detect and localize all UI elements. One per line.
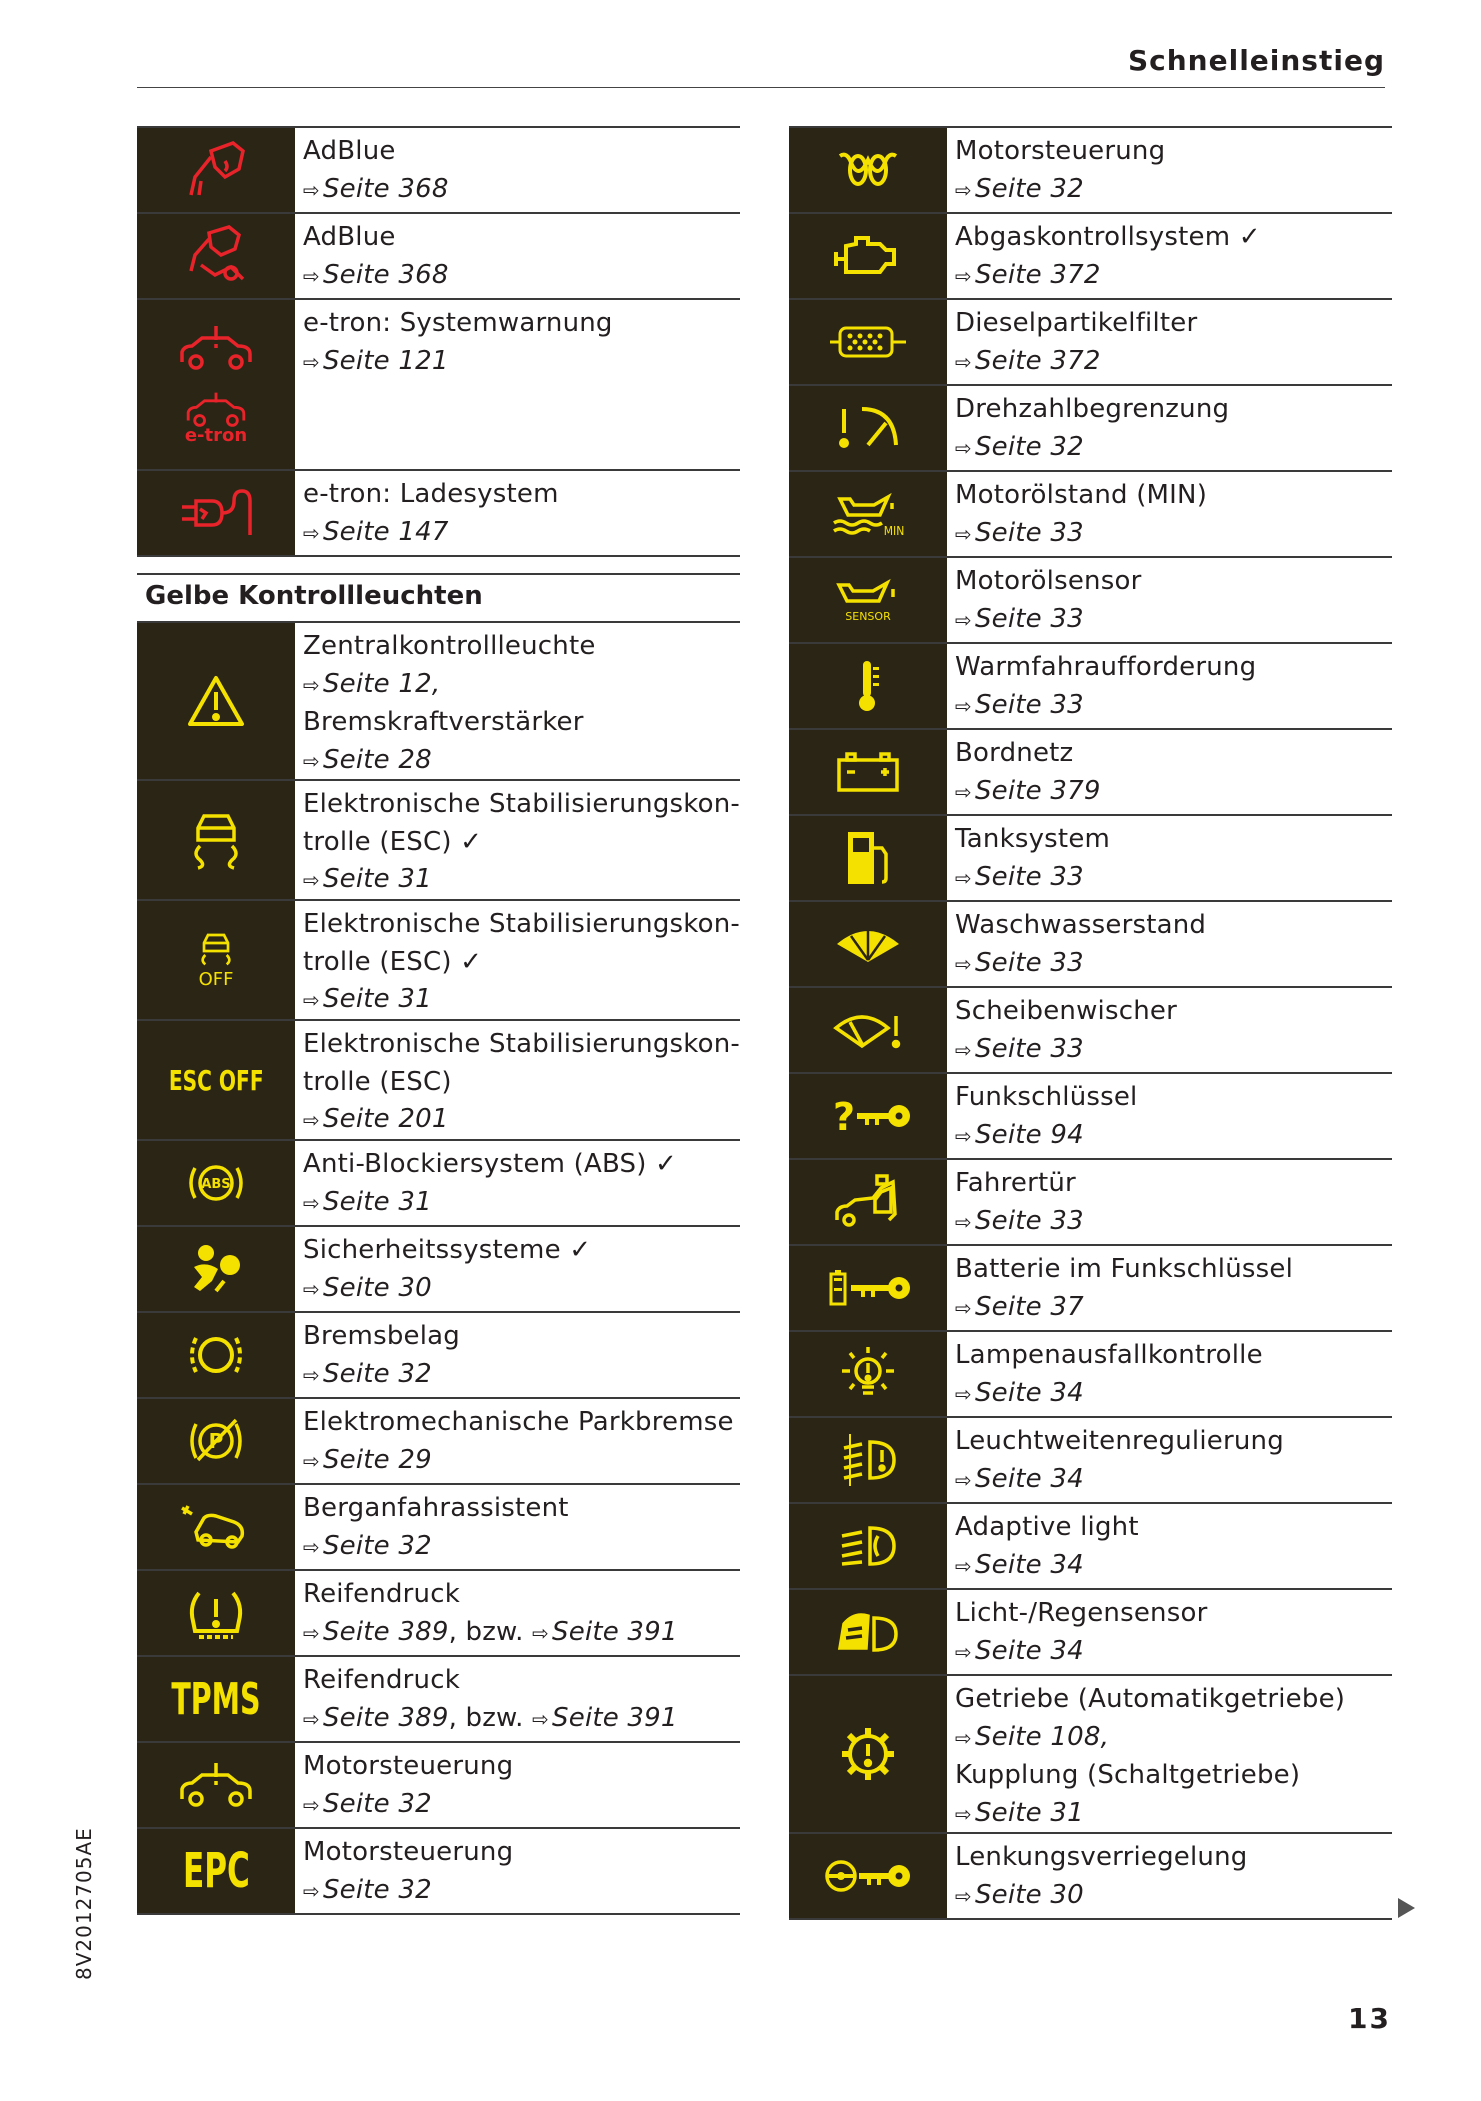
page-reference-link[interactable]: ⇨ Seite 37 <box>955 1291 1084 1322</box>
esc-off-text-icon: ESC OFF <box>137 1021 295 1139</box>
page-reference-link[interactable]: ⇨ Seite 34 <box>955 1635 1084 1666</box>
entry-title: Waschwasserstand <box>955 910 1207 940</box>
entry-title: Licht-/Regensensor <box>955 1598 1208 1628</box>
page-reference-link[interactable]: ⇨ Seite 108, <box>955 1721 1110 1752</box>
page-reference-link[interactable]: ⇨ Seite 30 <box>303 1272 432 1303</box>
thermometer-icon <box>789 644 947 728</box>
rpm-limit-icon <box>789 386 947 470</box>
page-reference-link[interactable]: ⇨ Seite 32 <box>303 1874 432 1905</box>
entry-title: Motorölsensor <box>955 566 1142 596</box>
svg-text:?: ? <box>833 1095 856 1138</box>
entry-title: Dieselpartikelfilter <box>955 308 1198 338</box>
table-row <box>789 1244 1392 1330</box>
page-reference-link[interactable]: ⇨ Seite 29 <box>303 1444 432 1475</box>
entry-title: Motorsteuerung <box>303 1751 514 1781</box>
page-reference-link[interactable]: ⇨ Seite 32 <box>303 1530 432 1561</box>
fuel-pump-icon <box>789 816 947 900</box>
entry-title: Scheibenwischer <box>955 996 1177 1026</box>
entry-title: Adaptive light <box>955 1512 1139 1542</box>
entry-title: Berganfahrassistent <box>303 1493 569 1523</box>
page-reference-link[interactable]: ⇨ Seite 372 <box>955 345 1101 376</box>
left-column <box>137 126 740 1915</box>
headlight-range-icon <box>789 1418 947 1502</box>
table-row: Elektronische Stabilisierungskon- trolle (ESC) ✓ ⇨ Seite 31 <box>137 779 740 899</box>
table-row <box>137 1483 740 1569</box>
table-row: Reifendruck ⇨ Seite 389, bzw. ⇨ Seite 391 <box>137 1569 740 1655</box>
page-reference-link[interactable]: ⇨ Seite 372 <box>955 259 1101 290</box>
oil-sensor-icon: SENSOR <box>789 558 947 642</box>
entry-title: Abgaskontrollsystem ✓ <box>955 222 1261 252</box>
table-row <box>137 621 740 779</box>
engine-icon <box>789 214 947 298</box>
entry-title: Getriebe (Automatikgetriebe) <box>955 1684 1346 1714</box>
table-row <box>789 814 1392 900</box>
entry-title: AdBlue <box>303 136 396 166</box>
page-reference-link[interactable]: ⇨ Seite 34 <box>955 1463 1084 1494</box>
table-row <box>789 212 1392 298</box>
svg-text:MIN: MIN <box>883 524 905 538</box>
header-divider <box>137 87 1385 88</box>
svg-text:ABS: ABS <box>201 1177 231 1192</box>
section-spacer <box>137 555 740 573</box>
entry-title: Reifendruck <box>303 1665 460 1695</box>
entry-title: Lenkungsverriegelung <box>955 1842 1248 1872</box>
warning-triangle-icon <box>137 623 295 779</box>
entry-title: e-tron: Ladesystem <box>303 479 559 509</box>
table-row <box>137 1397 740 1483</box>
table-row <box>789 1588 1392 1674</box>
entry-title: Motorölstand (MIN) <box>955 480 1208 510</box>
key-question-icon <box>789 1074 947 1158</box>
parking-brake-icon <box>137 1399 295 1483</box>
entry-title: Funkschlüssel <box>955 1082 1138 1112</box>
section-heading-yellow: Gelbe Kontrollleuchten <box>137 573 740 621</box>
page-reference-link[interactable]: ⇨ Seite 389 <box>303 1702 449 1733</box>
table-row <box>789 1502 1392 1588</box>
page-reference-link[interactable]: ⇨ Seite 32 <box>303 1788 432 1819</box>
page-header-title: Schnelleinstieg <box>1127 44 1385 77</box>
page-reference-link[interactable]: ⇨ Seite 389 <box>303 1616 449 1647</box>
table-row <box>789 556 1392 642</box>
page-reference-link[interactable]: ⇨ Seite 31 <box>303 984 432 1014</box>
tire-pressure-icon <box>137 1571 295 1655</box>
page-reference-link[interactable]: ⇨ Seite 34 <box>955 1377 1084 1408</box>
gearbox-icon <box>789 1676 947 1832</box>
battery-icon <box>789 730 947 814</box>
page-reference-link[interactable]: ⇨ Seite 32 <box>955 173 1084 204</box>
page-reference-link[interactable]: ⇨ Seite 147 <box>303 516 449 547</box>
driver-door-icon <box>789 1160 947 1244</box>
page-reference-link[interactable]: ⇨ Seite 379 <box>955 775 1101 806</box>
page-reference-link[interactable]: ⇨ Seite 31 <box>303 1186 432 1217</box>
entry-title: Bremsbelag <box>303 1321 460 1351</box>
table-row <box>137 298 740 469</box>
page-reference-link[interactable]: ⇨ Seite 33 <box>955 1205 1084 1236</box>
page-reference-link[interactable]: ⇨ Seite 32 <box>303 1358 432 1389</box>
page-reference-link[interactable]: ⇨ Seite 391 <box>532 1702 678 1733</box>
page-reference-link[interactable]: ⇨ Seite 28 <box>303 744 432 775</box>
right-column <box>789 126 1392 1920</box>
page-reference-link[interactable]: ⇨ Seite 121 <box>303 345 449 376</box>
page-reference-link[interactable]: ⇨ Seite 34 <box>955 1549 1084 1580</box>
entry-title: e-tron: Systemwarnung <box>303 308 613 338</box>
page-reference-link[interactable]: ⇨ Seite 368 <box>303 173 449 204</box>
next-page-arrow-icon[interactable] <box>1398 1898 1415 1918</box>
document-code: 8V2012705AE <box>72 1827 96 1980</box>
light-rain-sensor-icon <box>789 1590 947 1674</box>
steering-lock-icon <box>789 1834 947 1918</box>
table-row <box>789 728 1392 814</box>
table-row <box>137 126 740 212</box>
adblue-refill-icon <box>137 128 295 212</box>
abs-icon <box>137 1141 295 1225</box>
entry-title: Elektronische Stabilisierungskon- <box>303 1029 740 1059</box>
esc-icon <box>137 781 295 899</box>
table-row: TPMS Reifendruck ⇨ Seite 389, bzw. ⇨ Seite 391 <box>137 1655 740 1741</box>
page-reference-link[interactable]: ⇨ Seite 33 <box>955 1033 1084 1064</box>
entry-title: Reifendruck <box>303 1579 460 1609</box>
page-reference-link[interactable]: ⇨ Seite 33 <box>955 861 1084 892</box>
entry-title: Elektronische Stabilisierungskon- <box>303 789 740 819</box>
entry-title: Zentralkontrollleuchte <box>303 631 596 661</box>
entry-title: Sicherheitssysteme ✓ <box>303 1235 592 1265</box>
table-row <box>789 298 1392 384</box>
page-reference-link[interactable]: ⇨ Seite 32 <box>955 431 1084 462</box>
page-number: 13 <box>1348 2002 1391 2035</box>
entry-title: Batterie im Funkschlüssel <box>955 1254 1294 1284</box>
entry-title: Drehzahlbegrenzung <box>955 394 1230 424</box>
entry-title: Motorsteuerung <box>955 136 1166 166</box>
entry-title: Fahrertür <box>955 1168 1076 1198</box>
page-reference-link[interactable]: ⇨ Seite 33 <box>955 947 1084 978</box>
table-row <box>789 642 1392 728</box>
page-reference-link[interactable]: ⇨ Seite 201 <box>303 1104 449 1134</box>
table-row <box>789 1832 1392 1918</box>
page-reference-link[interactable]: ⇨ Seite 12, <box>303 668 441 699</box>
table-row <box>789 1416 1392 1502</box>
table-row <box>789 1072 1392 1158</box>
charging-plug-icon <box>137 471 295 555</box>
page-reference-link[interactable]: ⇨ Seite 368 <box>303 259 449 290</box>
table-row: ESC OFF Elektronische Stabilisierungskon- trolle (ESC) ⇨ Seite 201 <box>137 1019 740 1139</box>
key-battery-icon <box>789 1246 947 1330</box>
esc-off-icon: OFF <box>137 901 295 1019</box>
entry-title: Anti-Blockiersystem (ABS) ✓ <box>303 1149 678 1179</box>
page-reference-link[interactable]: ⇨ Seite 94 <box>955 1119 1084 1150</box>
table-row: OFF Elektronische Stabilisierungskon- trolle (ESC) ✓ ⇨ Seite 31 <box>137 899 740 1019</box>
entry-title-secondary: Bremskraftverstärker <box>303 707 584 737</box>
page-reference-link[interactable]: ⇨ Seite 30 <box>955 1879 1084 1910</box>
table-row <box>789 470 1392 556</box>
entry-title: Motorsteuerung <box>303 1837 514 1867</box>
table-row <box>789 1330 1392 1416</box>
washer-fluid-icon <box>789 902 947 986</box>
table-row <box>137 469 740 555</box>
adaptive-light-icon <box>789 1504 947 1588</box>
entry-title: Elektromechanische Parkbremse <box>303 1407 734 1437</box>
page-reference-link[interactable]: ⇨ Seite 33 <box>955 603 1084 634</box>
entry-title-secondary: Kupplung (Schaltgetriebe) <box>955 1760 1301 1790</box>
table-row <box>137 1741 740 1827</box>
table-row <box>789 1674 1392 1832</box>
wiper-warning-icon <box>789 988 947 1072</box>
entry-title: AdBlue <box>303 222 396 252</box>
table-row <box>137 1225 740 1311</box>
entry-title: Tanksystem <box>955 824 1111 854</box>
table-row <box>789 384 1392 470</box>
airbag-icon <box>137 1227 295 1311</box>
epc-text-icon: EPC <box>137 1829 295 1913</box>
table-row <box>137 212 740 298</box>
table-row <box>789 1158 1392 1244</box>
table-row <box>789 126 1392 212</box>
page-reference-link[interactable]: ⇨ Seite 33 <box>955 517 1084 548</box>
table-row <box>789 986 1392 1072</box>
particle-filter-icon <box>789 300 947 384</box>
car-warning-icon: e-tron <box>137 300 295 469</box>
entry-title: Bordnetz <box>955 738 1074 768</box>
page-reference-link[interactable]: ⇨ Seite 391 <box>532 1616 678 1647</box>
entry-title: Elektronische Stabilisierungskon- <box>303 909 740 939</box>
car-warning-yellow-icon <box>137 1743 295 1827</box>
adblue-fault-icon <box>137 214 295 298</box>
svg-text:P: P <box>208 1429 224 1453</box>
tpms-text-icon: TPMS <box>137 1657 295 1741</box>
page-reference-link[interactable]: ⇨ Seite 31 <box>955 1797 1084 1828</box>
entry-title: Warmfahraufforderung <box>955 652 1257 682</box>
bulb-failure-icon <box>789 1332 947 1416</box>
entry-title: Lampenausfallkontrolle <box>955 1340 1263 1370</box>
table-row <box>789 900 1392 986</box>
hill-hold-icon <box>137 1485 295 1569</box>
page-reference-link[interactable]: ⇨ Seite 33 <box>955 689 1084 720</box>
table-row <box>137 1827 740 1913</box>
oil-level-icon <box>789 472 947 556</box>
page-reference-link[interactable]: ⇨ Seite 31 <box>303 864 432 894</box>
table-row <box>137 1311 740 1397</box>
table-row <box>137 1139 740 1225</box>
brake-pad-icon <box>137 1313 295 1397</box>
entry-title: Leuchtweitenregulierung <box>955 1426 1284 1456</box>
glow-plug-icon <box>789 128 947 212</box>
